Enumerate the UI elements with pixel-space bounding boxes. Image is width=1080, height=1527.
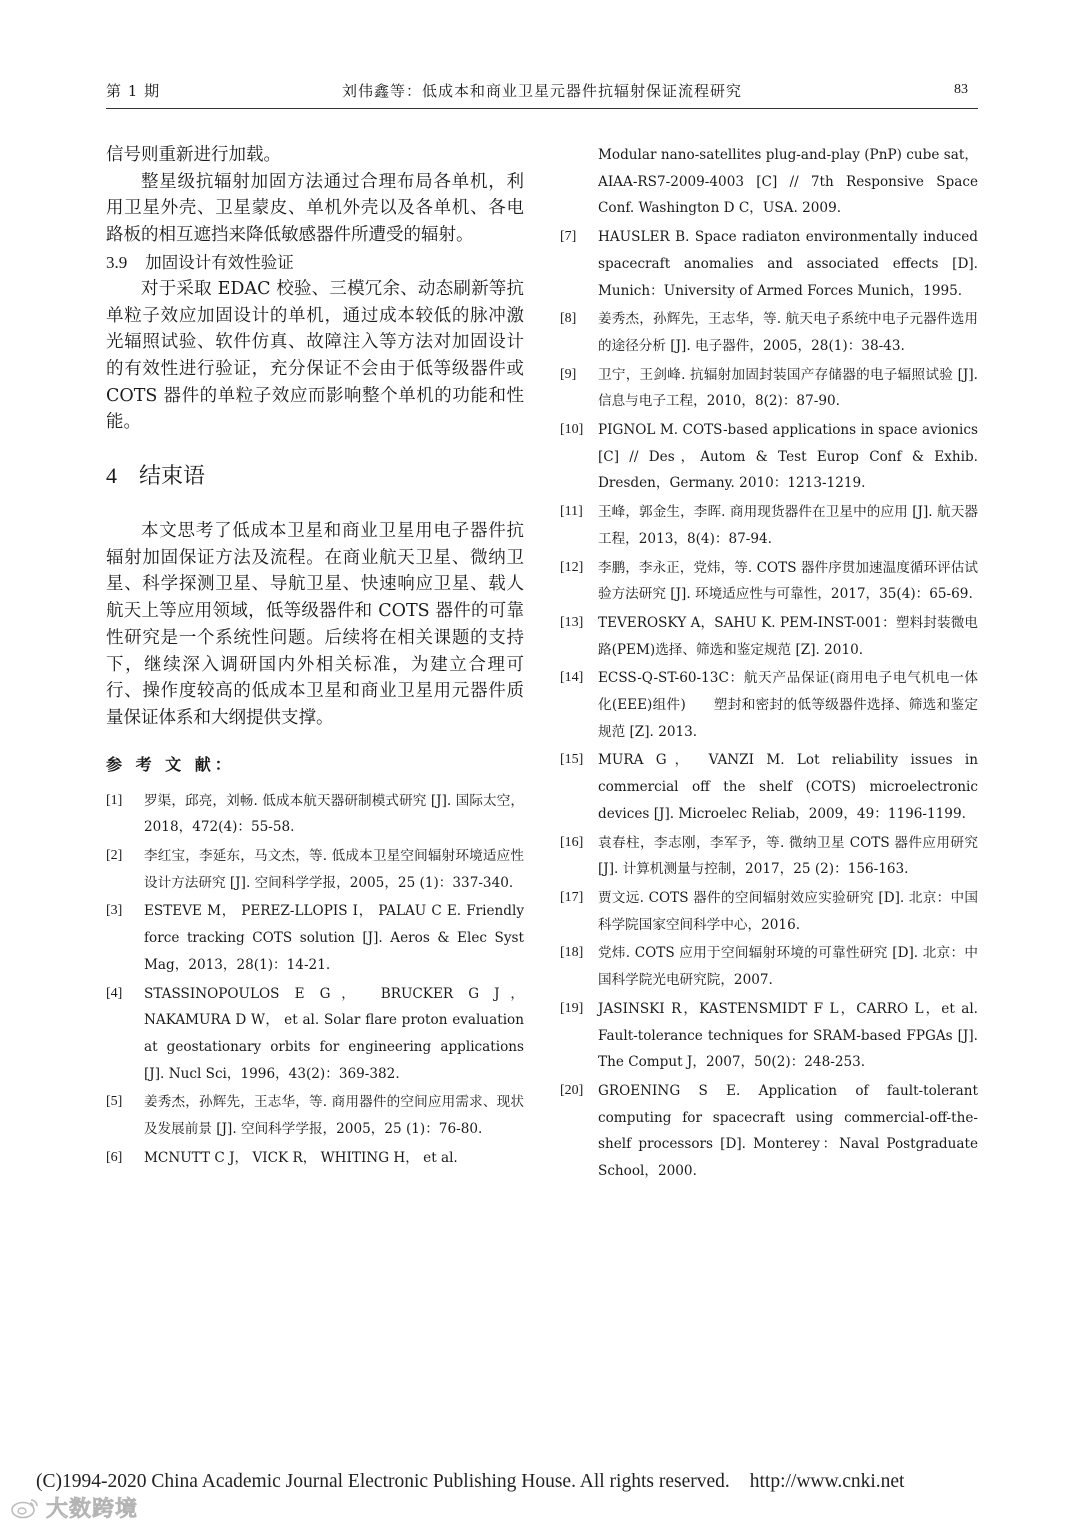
- watermark-text: 大数跨境: [46, 1497, 139, 1522]
- reference-number: [17]: [560, 889, 584, 905]
- reference-item: [560, 885, 978, 938]
- reference-text: 王峰，郭金生，李晖. 商用现货器件在卫星中的应用 [J]. 航天器工程，2013，8(4)：87-94.: [598, 504, 978, 547]
- paragraph: 对于采取 EDAC 校验、三模冗余、动态刷新等抗单粒子效应加固设计的单机，通过成本较低的脉冲激光辐照试验、软件仿真、故障注入等方法对加固设计的有效性进行验证，充分保证不会由于低等级器件或 COTS 器件的单粒子效应而影响整个单机的功能和性能。: [106, 278, 524, 433]
- issue-number: 第 1 期: [106, 82, 161, 100]
- reference-number: [1]: [106, 792, 123, 808]
- reference-item: [560, 362, 978, 415]
- reference-text: STASSINOPOULOS E G， BRUCKER G J， NAKAMURA D W， et al. Solar flare proton evaluation at geostationary orbits for engineering applications [J]. Nucl Sci，1996，43(2)：369-382.: [144, 985, 524, 1082]
- section-heading: [106, 460, 524, 492]
- section-number: 4: [106, 463, 117, 489]
- paragraph: 整星级抗辐射加固方法通过合理布局各单机，利用卫星外壳、卫星蒙皮、单机外壳以及各单机、各电路板的相互遮挡来降低敏感器件所遭受的辐射。: [106, 171, 524, 246]
- reference-number: [12]: [560, 559, 584, 575]
- reference-text: TEVEROSKY A，SAHU K. PEM-INST-001：塑料封装微电路(PEM)选择、筛选和鉴定规范 [Z]. 2010.: [598, 614, 978, 658]
- reference-item: [560, 996, 978, 1076]
- reference-text: GROENING S E. Application of fault-tolerant computing for spacecraft using commercial-off-the-shelf processors [D]. Monterey：Naval Postgraduate School，2000.: [598, 1082, 978, 1180]
- running-title: 刘伟鑫等：低成本和商业卫星元器件抗辐射保证流程研究: [341, 82, 742, 100]
- subsection-heading: [106, 249, 524, 276]
- reference-text: 李红宝，李延东，马文杰，等. 低成本卫星空间辐射环境适应性设计方法研究 [J]. 空间科学学报，2005，25 (1)：337-340.: [144, 848, 524, 891]
- reference-number: [11]: [560, 504, 583, 520]
- reference-number: [4]: [106, 985, 123, 1001]
- subsection-title: 加固设计有效性验证: [145, 252, 294, 272]
- reference-item: [560, 747, 978, 827]
- reference-text: JASINSKI R，KASTENSMIDT F L，CARRO L，et al. Fault-tolerance techniques for SRAM-based FPGAs [J]. The Comput J，2007，50(2)：248-253.: [598, 1000, 978, 1071]
- cnki-url: http://www.cnki.net: [749, 1471, 905, 1492]
- reference-list: [106, 788, 524, 1172]
- reference-number: [5]: [106, 1094, 123, 1110]
- reference-text: 党炜. COTS 应用于空间辐射环境的可靠性研究 [D]. 北京：中国科学院光电研究院，2007.: [598, 945, 978, 989]
- copyright-text: (C)1994-2020 China Academic Journal Electronic Publishing House. All rights reserved.: [36, 1471, 730, 1492]
- reference-text: 罗渠，邱亮，刘畅. 低成本航天器研制模式研究 [J]. 国际太空，2018，472(4)：55-58.: [144, 792, 524, 836]
- copyright-footer: [36, 1471, 904, 1493]
- page-number: 83: [954, 82, 968, 97]
- reference-text: MCNUTT C J， VICK R， WHITING H， et al.: [144, 1149, 458, 1166]
- references-heading: 参 考 文 献：: [106, 754, 235, 774]
- reference-item: [560, 417, 978, 497]
- subsection-number: 3.9: [106, 252, 128, 272]
- reference-number: [2]: [106, 848, 123, 864]
- reference-item: [560, 940, 978, 993]
- paragraph: 信号则重新进行加载。: [106, 145, 281, 165]
- paragraph: 本文思考了低成本卫星和商业卫星用电子器件抗辐射加固保证方法及流程。在商业航天卫星、微纳卫星、科学探测卫星、导航卫星、快速响应卫星、载人航天上等应用领域，低等级器件和 COTS 器件的可靠性研究是一个系统性问题。后续将在相关课题的支持下，继续深入调研国内外相关标准，为建立合理可行、操作度较高的低成本卫星和商业卫星用元器件质量保证体系和大纲提供支撑。: [106, 521, 524, 728]
- reference-number: [16]: [560, 834, 584, 850]
- reference-text: 李鹏，李永正，党炜，等. COTS 器件序贯加速温度循环评估试验方法研究 [J]. 环境适应性与可靠性，2017，35(4)：65-69.: [598, 559, 978, 603]
- reference-text: Modular nano-satellites plug-and-play (PnP) cube sat， AIAA-RS7-2009-4003 [C] // 7th Responsive Space Conf. Washington D C，USA. 2009.: [598, 147, 978, 217]
- running-header: [106, 74, 978, 109]
- reference-number: [20]: [560, 1082, 584, 1098]
- reference-item: [560, 306, 978, 359]
- reference-item: [106, 1145, 524, 1172]
- reference-number: [8]: [560, 311, 577, 327]
- reference-number: [9]: [560, 366, 577, 382]
- reference-item: [106, 898, 524, 978]
- reference-text: 贾文远. COTS 器件的空间辐射效应实验研究 [D]. 北京：中国科学院国家空间科学中心，2016.: [598, 889, 978, 933]
- watermark: [10, 1492, 138, 1523]
- reference-number: [19]: [560, 1000, 584, 1016]
- reference-item: [106, 981, 524, 1088]
- right-column: [560, 142, 978, 1187]
- reference-item: [560, 499, 978, 552]
- reference-text: 袁春柱，李志刚，李军予，等. 微纳卫星 COTS 器件应用研究 [J]. 计算机测量与控制，2017，25 (2)：156-163.: [598, 834, 978, 878]
- weibo-logo-icon: [10, 1497, 40, 1519]
- reference-number: [14]: [560, 670, 584, 686]
- reference-item: [106, 788, 524, 841]
- reference-item: [560, 224, 978, 304]
- left-column: [106, 142, 524, 1174]
- section-title: 结束语: [139, 464, 206, 490]
- reference-text: ECSS-Q-ST-60-13C：航天产品保证(商用电子电气机电一体化(EEE)组件) 塑封和密封的低等级器件选择、筛选和鉴定规范 [Z]. 2013.: [598, 670, 978, 740]
- reference-item: [106, 1089, 524, 1142]
- reference-text: 姜秀杰，孙辉先，王志华，等. 航天电子系统中电子元器件选用的途径分析 [J]. 电子器件，2005，28(1)：38-43.: [598, 311, 978, 354]
- reference-item: [560, 1078, 978, 1185]
- reference-continuation: [560, 142, 978, 222]
- reference-item: [106, 843, 524, 896]
- reference-number: [7]: [560, 229, 577, 245]
- reference-text: ESTEVE M， PEREZ-LLOPIS I， PALAU C E. Friendly force tracking COTS solution [J]. Aeros & Elec Syst Mag，2013，28(1)：14-21.: [144, 903, 524, 973]
- reference-item: [560, 555, 978, 608]
- reference-number: [13]: [560, 614, 584, 630]
- reference-text: PIGNOL M. COTS-based applications in space avionics [C] // Des，Autom & Test Europ Conf & Exhib. Dresden，Germany. 2010：1213-1219.: [598, 422, 978, 492]
- reference-text: HAUSLER B. Space radiaton environmentally induced spacecraft anomalies and associated effects [D]. Munich：University of Armed Forces Munich，1995.: [598, 229, 978, 299]
- reference-item: [560, 830, 978, 883]
- reference-number: [15]: [560, 752, 584, 768]
- reference-text: 卫宁，王剑峰. 抗辐射加固封装国产存储器的电子辐照试验 [J]. 信息与电子工程，2010，8(2)：87-90.: [598, 366, 978, 410]
- reference-text: 姜秀杰，孙辉先，王志华，等. 商用器件的空间应用需求、现状及发展前景 [J]. 空间科学学报，2005，25 (1)：76-80.: [144, 1094, 524, 1138]
- reference-text: MURA G， VANZI M. Lot reliability issues in commercial off the shelf (COTS) microelectronic devices [J]. Microelec Reliab，2009，49：1196-1199.: [598, 752, 978, 822]
- reference-number: [6]: [106, 1149, 123, 1165]
- reference-number: [10]: [560, 422, 584, 438]
- reference-item: [560, 665, 978, 745]
- reference-number: [18]: [560, 945, 584, 961]
- reference-item: [560, 610, 978, 663]
- reference-number: [3]: [106, 903, 123, 919]
